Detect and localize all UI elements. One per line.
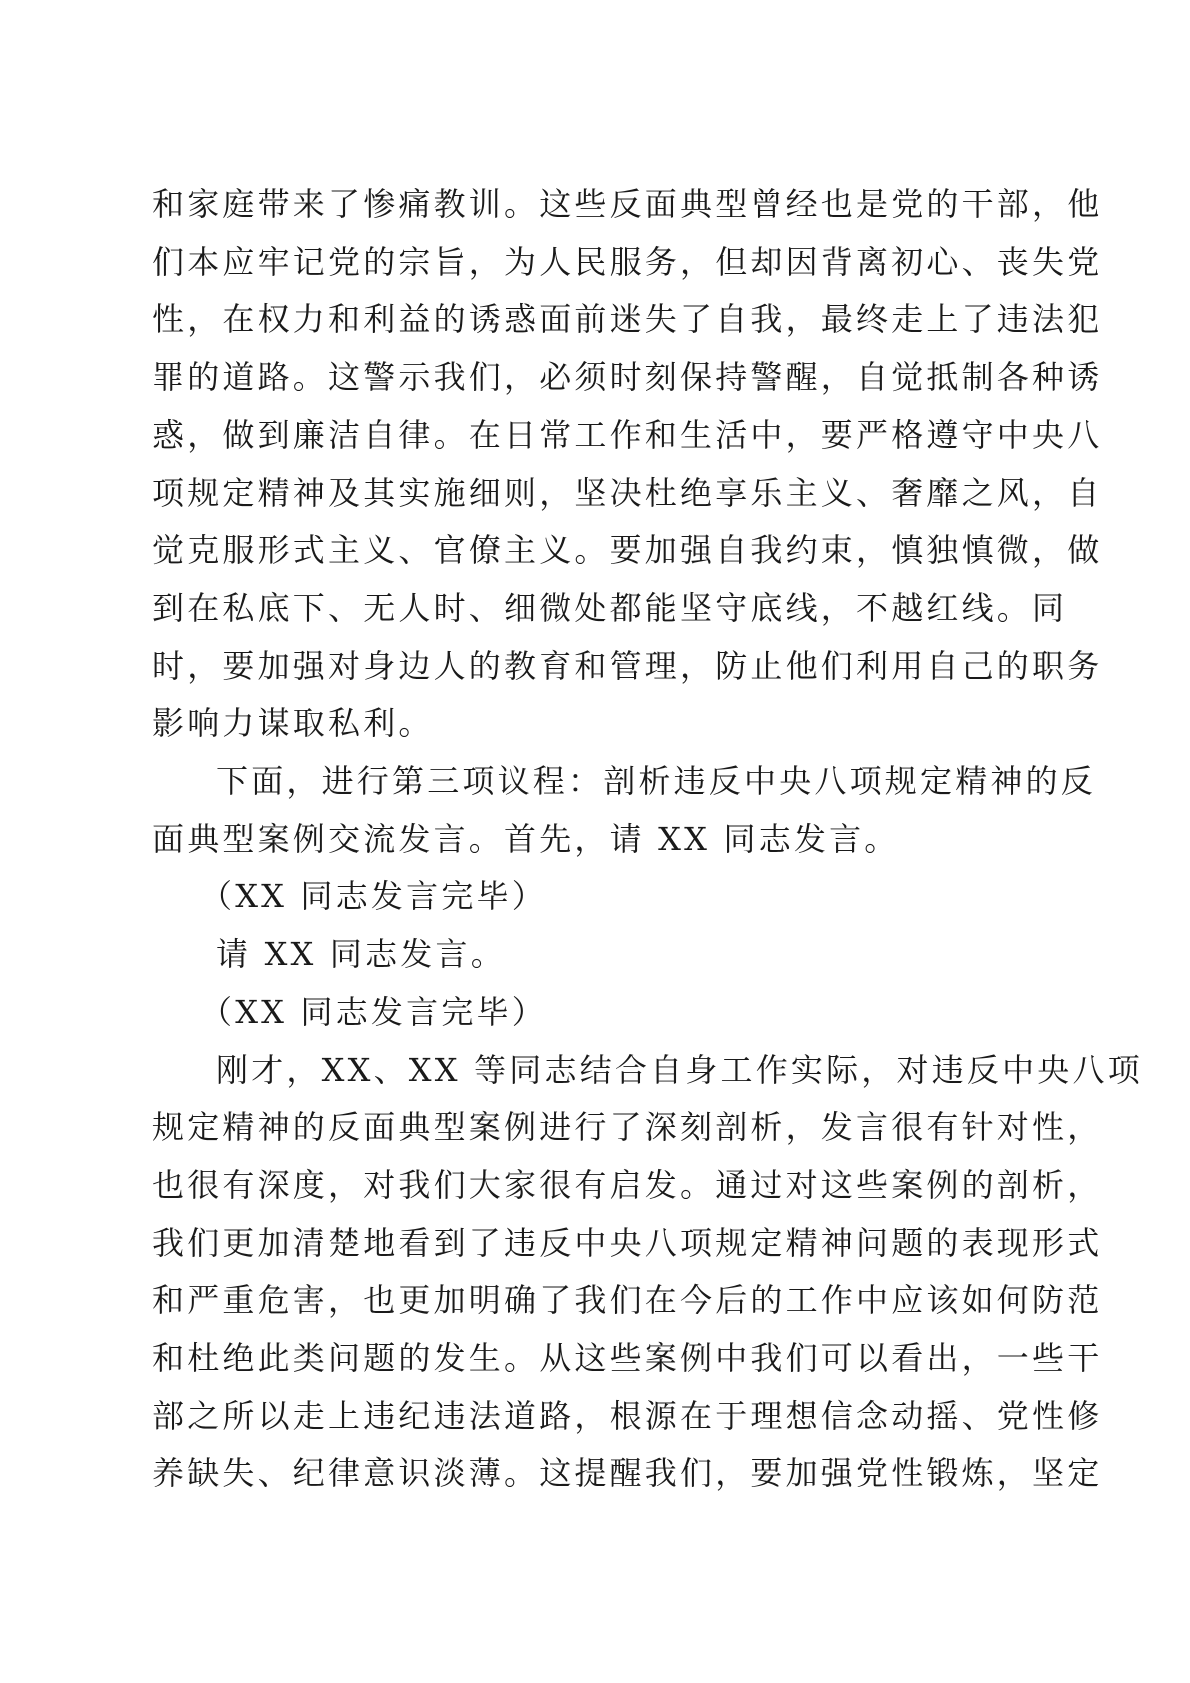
text-line: 惑，做到廉洁自律。在日常工作和生活中，要严格遵守中央八 [152, 415, 1103, 454]
paragraph-2 [152, 753, 1097, 868]
text-line: 罪的道路。这警示我们，必须时刻保持警醒，自觉抵制各种诱 [152, 358, 1103, 397]
text-line: 规定精神的反面典型案例进行了深刻剖析，发言很有针对性， [152, 1108, 1103, 1147]
text-line: 和家庭带来了惨痛教训。这些反面典型曾经也是党的干部，他 [152, 185, 1103, 223]
text-line: 觉克服形式主义、官僚主义。要加强自我约束，慎独慎微，做 [152, 531, 1103, 570]
text-line: 时，要加强对身边人的教育和管理，防止他们利用自己的职务 [152, 646, 1103, 685]
paragraph-6 [152, 1042, 1143, 1504]
text-line: 请 XX 同志发言。 [216, 935, 506, 974]
paragraph-4 [152, 926, 1040, 984]
text-line: 也很有深度，对我们大家很有启发。通过对这些案例的剖析， [152, 1165, 1103, 1204]
text-line: 项规定精神及其实施细则，坚决杜绝享乐主义、奢靡之风，自 [152, 473, 1103, 512]
text-line: 影响力谋取私利。 [152, 704, 434, 743]
text-line: 部之所以走上违纪违法道路，根源在于理想信念动摇、党性修 [152, 1396, 1103, 1435]
text-line: （XX 同志发言完毕） [200, 877, 547, 916]
paragraph-5 [152, 984, 1040, 1042]
paragraph-1 [152, 176, 1103, 753]
text-line: 们本应牢记党的宗旨，为人民服务，但却因背离初心、丧失党 [152, 242, 1103, 281]
text-line: 刚才，XX、XX 等同志结合自身工作实际，对违反中央八项 [216, 1050, 1143, 1089]
paragraph-3 [152, 868, 1040, 926]
document-page [152, 176, 1143, 1503]
text-line: 和严重危害，也更加明确了我们在今后的工作中应该如何防范 [152, 1281, 1103, 1320]
text-line: 面典型案例交流发言。首先，请 XX 同志发言。 [152, 819, 900, 858]
text-line: 和杜绝此类问题的发生。从这些案例中我们可以看出，一些干 [152, 1339, 1103, 1378]
text-line: （XX 同志发言完毕） [200, 992, 547, 1031]
text-line: 我们更加清楚地看到了违反中央八项规定精神问题的表现形式 [152, 1223, 1103, 1262]
text-line: 养缺失、纪律意识淡薄。这提醒我们，要加强党性锻炼，坚定 [152, 1454, 1103, 1493]
text-line: 下面，进行第三项议程：剖析违反中央八项规定精神的反 [216, 762, 1097, 801]
text-line: 性，在权力和利益的诱惑面前迷失了自我，最终走上了违法犯 [152, 300, 1103, 339]
text-line: 到在私底下、无人时、细微处都能坚守底线，不越红线。同 [152, 588, 1068, 627]
